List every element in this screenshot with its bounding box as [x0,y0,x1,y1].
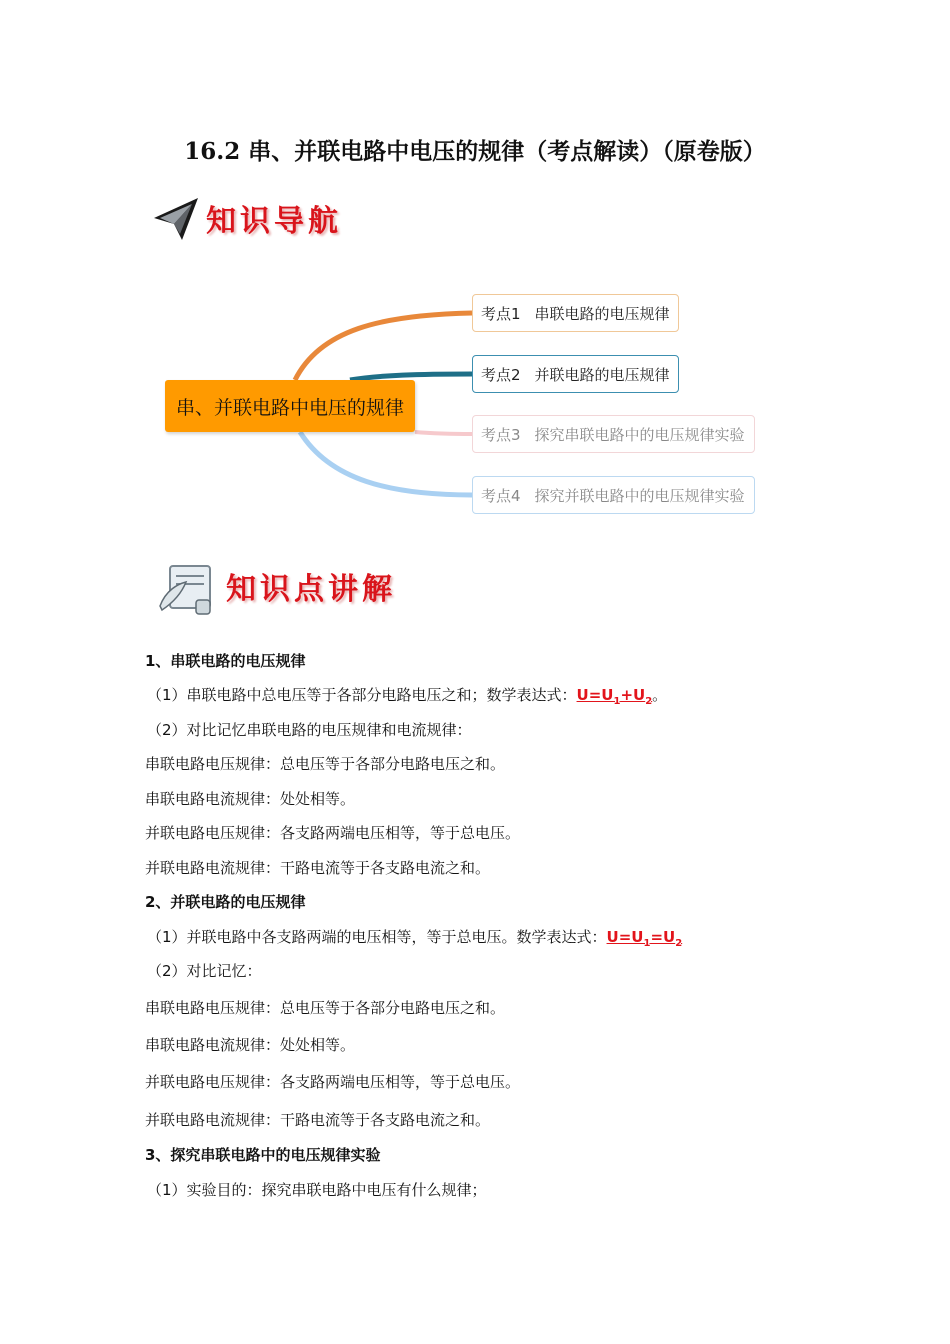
paragraph: （2）对比记忆： [147,962,262,980]
formula: $U=U_1+U_2$ [576,686,653,707]
paragraph: 并联电路电压规律：各支路两端电压相等，等于总电压。 [145,824,521,842]
page-title: 16.2 串、并联电路中电压的规律（考点解读）（原卷版） [184,138,766,165]
formula: $U=U_1=U_2$ [606,928,683,949]
scroll-quill-icon [156,560,220,618]
node-key: 考点2 [481,365,521,384]
mindmap-center-node: 串、并联电路中电压的规律 [165,380,415,432]
paragraph: 串联电路电压规律：总电压等于各部分电路电压之和。 [145,999,506,1017]
paragraph: 并联电路电流规律：干路电流等于各支路电流之和。 [145,1111,491,1129]
node-label: 串联电路的电压规律 [534,304,670,323]
mindmap-node-1 [472,294,679,332]
paragraph: 串联电路电流规律：处处相等。 [145,1036,356,1054]
paragraph: 并联电路电流规律：干路电流等于各支路电流之和。 [145,859,491,877]
node-label: 探究并联电路中的电压规律实验 [534,486,745,505]
node-label: 探究串联电路中的电压规律实验 [534,425,745,444]
section-heading: 3、探究串联电路中的电压规律实验 [145,1146,381,1164]
node-key: 考点4 [481,486,521,505]
mindmap-node-4 [472,476,755,514]
paragraph: （1）并联电路中各支路两端的电压相等，等于总电压。数学表达式：$U=U_1=U_2$ [147,928,683,949]
paragraph: （1）串联电路中总电压等于各部分电路电压之和；数学表达式：$U=U_1+U_2$。 [147,686,668,707]
paragraph: （1）实验目的：探究串联电路中电压有什么规律； [147,1181,487,1199]
section-header-navigation: 知识导航 [206,204,342,239]
mindmap-node-2 [472,355,679,393]
node-key: 考点1 [481,304,521,323]
section-heading: 2、并联电路的电压规律 [145,893,306,911]
section-header-explanation: 知识点讲解 [226,572,396,607]
paragraph: 串联电路电流规律：处处相等。 [145,790,356,808]
node-label: 并联电路的电压规律 [534,365,670,384]
node-key: 考点3 [481,425,521,444]
paragraph: 串联电路电压规律：总电压等于各部分电路电压之和。 [145,755,506,773]
mindmap-node-3 [472,415,755,453]
section-heading: 1、串联电路的电压规律 [145,652,306,670]
paragraph: （2）对比记忆串联电路的电压规律和电流规律： [147,721,472,739]
paragraph: 并联电路电压规律：各支路两端电压相等，等于总电压。 [145,1073,521,1091]
